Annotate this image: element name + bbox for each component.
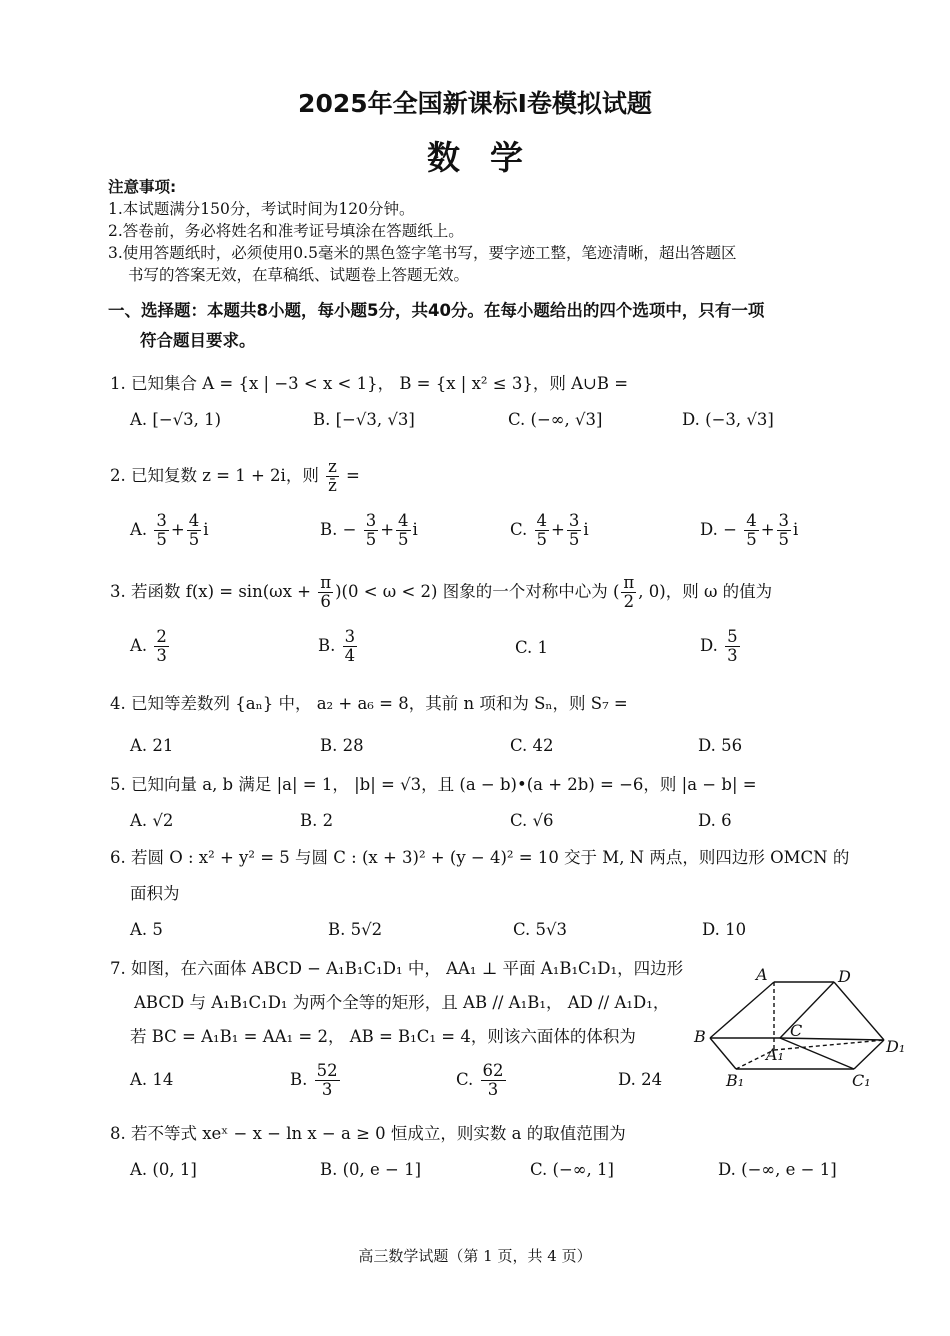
fraction <box>315 1062 340 1099</box>
label-d: D <box>838 967 851 986</box>
label-b: B <box>694 1027 706 1046</box>
option-d: D. 56 <box>698 736 743 755</box>
option-d <box>700 628 742 665</box>
fraction <box>343 628 358 665</box>
option-b <box>320 512 418 549</box>
notice-item: 2.答卷前，务必将姓名和准考证号填涂在答题纸上。 <box>108 222 464 240</box>
fraction <box>154 628 169 665</box>
denominator: 5 <box>536 530 548 549</box>
edge-a1d1 <box>774 1040 884 1050</box>
denominator: 2 <box>623 592 635 611</box>
denominator: 5 <box>188 530 200 549</box>
fraction <box>744 512 759 549</box>
option-d: D. (−3, √3] <box>682 410 774 429</box>
option-c: C. √6 <box>510 811 554 830</box>
numerator: 3 <box>568 511 580 530</box>
option-label: D. <box>700 636 718 655</box>
denominator: 3 <box>321 1080 333 1099</box>
edge-dd1 <box>834 982 884 1040</box>
option-a: A. √2 <box>130 811 174 830</box>
label-c: C <box>790 1021 803 1040</box>
question-8-stem: 8. 若不等式 xeˣ − x − ln x − a ≥ 0 恒成立，则实数 a 的取值范围为 <box>110 1124 626 1143</box>
option-label: B. <box>290 1070 308 1089</box>
exam-subject: 数学 <box>427 138 553 177</box>
option-b: B. 2 <box>300 811 334 830</box>
notice-block <box>108 176 898 286</box>
edge-c1d1 <box>854 1040 884 1069</box>
numerator: z <box>328 457 337 476</box>
imag-unit: i <box>793 520 799 539</box>
numerator: 3 <box>778 511 790 530</box>
imag-unit: i <box>203 520 209 539</box>
label-c1: C₁ <box>852 1071 871 1090</box>
option-label: B. − <box>320 520 357 539</box>
question-3-options <box>130 628 890 668</box>
question-2-options <box>130 512 890 552</box>
denominator: 5 <box>568 530 580 549</box>
fraction <box>318 574 333 611</box>
denominator: 5 <box>398 530 409 549</box>
stem-text: )(0 < ω < 2) 图象的一个对称中心为 ( <box>335 582 620 601</box>
fraction <box>535 512 550 549</box>
option-d: D. 10 <box>702 920 747 939</box>
denominator: 3 <box>487 1080 499 1099</box>
label-d1: D₁ <box>886 1037 906 1056</box>
numerator: π <box>320 573 332 592</box>
option-b: B. [−√3, √3] <box>313 410 415 429</box>
option-a: A. [−√3, 1) <box>130 410 222 429</box>
fraction <box>777 512 792 549</box>
denominator: z̄ <box>328 476 337 495</box>
option-a: A. (0, 1] <box>130 1160 197 1179</box>
notice-title: 注意事项: <box>108 178 177 196</box>
stem-line: ABCD 与 A₁B₁C₁D₁ 为两个全等的矩形，且 AB // A₁B₁， AD // A₁D₁， <box>134 993 670 1012</box>
fraction <box>326 458 339 495</box>
option-label: D. − <box>700 520 737 539</box>
question-2-stem <box>110 458 900 495</box>
fraction <box>481 1062 506 1099</box>
option-c: C. (−∞, √3] <box>508 410 603 429</box>
numerator: 3 <box>344 627 356 646</box>
stem-line: 若 BC = A₁B₁ = AA₁ = 2， AB = B₁C₁ = 4，则该六面体的体积为 <box>130 1027 636 1046</box>
fraction <box>364 512 379 549</box>
denominator: 5 <box>778 530 790 549</box>
denominator: 3 <box>727 646 738 665</box>
option-a: A. 21 <box>130 736 174 755</box>
plus-sign: + <box>551 520 565 539</box>
numerator: 4 <box>188 511 200 530</box>
edge-bb1 <box>710 1038 736 1069</box>
hexahedron-figure <box>692 962 912 1092</box>
question-4-stem: 4. 已知等差数列 {aₙ} 中， a₂ + a₆ = 8，其前 n 项和为 Sₙ，则 S₇ = <box>110 694 628 713</box>
section-heading <box>108 296 898 356</box>
numerator: 2 <box>156 627 167 646</box>
option-label: C. <box>510 520 528 539</box>
label-a1: A₁ <box>766 1045 784 1064</box>
stem-text: 2. 已知复数 z = 1 + 2i，则 <box>110 466 319 485</box>
exam-title: 2025年全国新课标Ⅰ卷模拟试题 <box>298 89 652 118</box>
denominator: 6 <box>320 592 331 611</box>
notice-item: 3.使用答题纸时，必须使用0.5毫米的黑色签字笔书写，要字迹工整，笔迹清晰，超出答题区 <box>108 244 737 262</box>
plus-sign: + <box>380 520 395 539</box>
question-1-stem: 1. 已知集合 A = {x | −3 < x < 1}， B = {x | x² ≤ 3}，则 A∪B = <box>110 374 629 393</box>
option-label: C. <box>456 1070 474 1089</box>
question-6-stem: 6. 若圆 O : x² + y² = 5 与圆 C : (x + 3)² + (y − 4)² = 10 交于 M, N 两点，则四边形 OMCN 的 <box>110 848 850 867</box>
option-c: C. (−∞, 1] <box>530 1160 614 1179</box>
numerator: 3 <box>365 511 377 530</box>
numerator: π <box>623 573 635 592</box>
option-c: C. 5√3 <box>513 920 568 939</box>
imag-unit: i <box>583 520 589 539</box>
option-b: B. 5√2 <box>328 920 383 939</box>
numerator: 5 <box>727 627 738 646</box>
page-footer: 高三数学试题（第 1 页，共 4 页） <box>358 1247 592 1265</box>
fraction <box>396 512 411 549</box>
option-label: A. <box>130 636 148 655</box>
imag-unit: i <box>412 520 418 539</box>
question-1-options <box>130 410 890 450</box>
numerator: 4 <box>398 511 409 530</box>
option-c <box>456 1062 508 1099</box>
option-c <box>510 512 589 549</box>
numerator: 52 <box>316 1061 338 1080</box>
question-5-stem: 5. 已知向量 a, b 满足 |a| = 1， |b| = √3，且 (a − b)•(a + 2b) = −6，则 |a − b| = <box>110 775 757 794</box>
question-5-options <box>130 811 890 851</box>
denominator: 4 <box>344 646 356 665</box>
question-4-options <box>130 736 890 776</box>
option-d <box>700 512 798 549</box>
denominator: 5 <box>365 530 377 549</box>
question-6-stem-cont: 面积为 <box>130 884 180 903</box>
edge-cd <box>780 982 834 1038</box>
option-a: A. 5 <box>130 920 163 939</box>
notice-item: 1.本试题满分150分，考试时间为120分钟。 <box>108 200 415 218</box>
option-d: D. 6 <box>698 811 732 830</box>
question-7-options <box>130 1062 690 1102</box>
stem-text: 3. 若函数 f(x) = sin(ωx + <box>110 582 311 601</box>
option-d: D. (−∞, e − 1] <box>718 1160 837 1179</box>
stem-line: 7. 如图，在六面体 ABCD − A₁B₁C₁D₁ 中， AA₁ ⊥ 平面 A₁B₁C₁D₁，四边形 <box>110 959 684 978</box>
option-label: B. <box>318 636 336 655</box>
stem-text: , 0)，则 ω 的值为 <box>638 582 773 601</box>
option-a <box>130 628 171 665</box>
numerator: 62 <box>482 1061 504 1080</box>
label-b1: B₁ <box>726 1071 745 1090</box>
stem-text: = <box>346 466 360 485</box>
option-a <box>130 512 209 549</box>
notice-item: 书写的答案无效，在草稿纸、试题卷上答题无效。 <box>128 266 470 284</box>
option-label: A. <box>130 520 148 539</box>
numerator: 3 <box>156 511 167 530</box>
fraction <box>187 512 202 549</box>
plus-sign: + <box>760 520 775 539</box>
denominator: 5 <box>156 530 167 549</box>
question-7-stem <box>110 952 710 1054</box>
question-8-options <box>130 1160 890 1200</box>
option-b <box>290 1062 342 1099</box>
option-d: D. 24 <box>618 1070 663 1089</box>
option-c: C. 42 <box>510 736 554 755</box>
fraction <box>621 574 636 611</box>
denominator: 5 <box>746 530 757 549</box>
numerator: 4 <box>746 511 757 530</box>
denominator: 3 <box>156 646 167 665</box>
option-b: B. (0, e − 1] <box>320 1160 422 1179</box>
section-heading-line: 一、选择题：本题共8小题，每小题5分，共40分。在每小题给出的四个选项中，只有一项 <box>108 301 765 320</box>
option-b: B. 28 <box>320 736 364 755</box>
fraction <box>725 628 740 665</box>
edge-cc1 <box>780 1038 854 1069</box>
label-a: A <box>756 965 768 984</box>
edge-ab <box>710 982 774 1038</box>
numerator: 4 <box>536 511 548 530</box>
fraction <box>154 512 169 549</box>
section-heading-line: 符合题目要求。 <box>140 331 256 350</box>
option-a: A. 14 <box>130 1070 174 1089</box>
option-b <box>318 628 359 665</box>
option-c: C. 1 <box>515 638 549 657</box>
question-3-stem <box>110 574 900 611</box>
fraction <box>567 512 582 549</box>
plus-sign: + <box>170 520 185 539</box>
